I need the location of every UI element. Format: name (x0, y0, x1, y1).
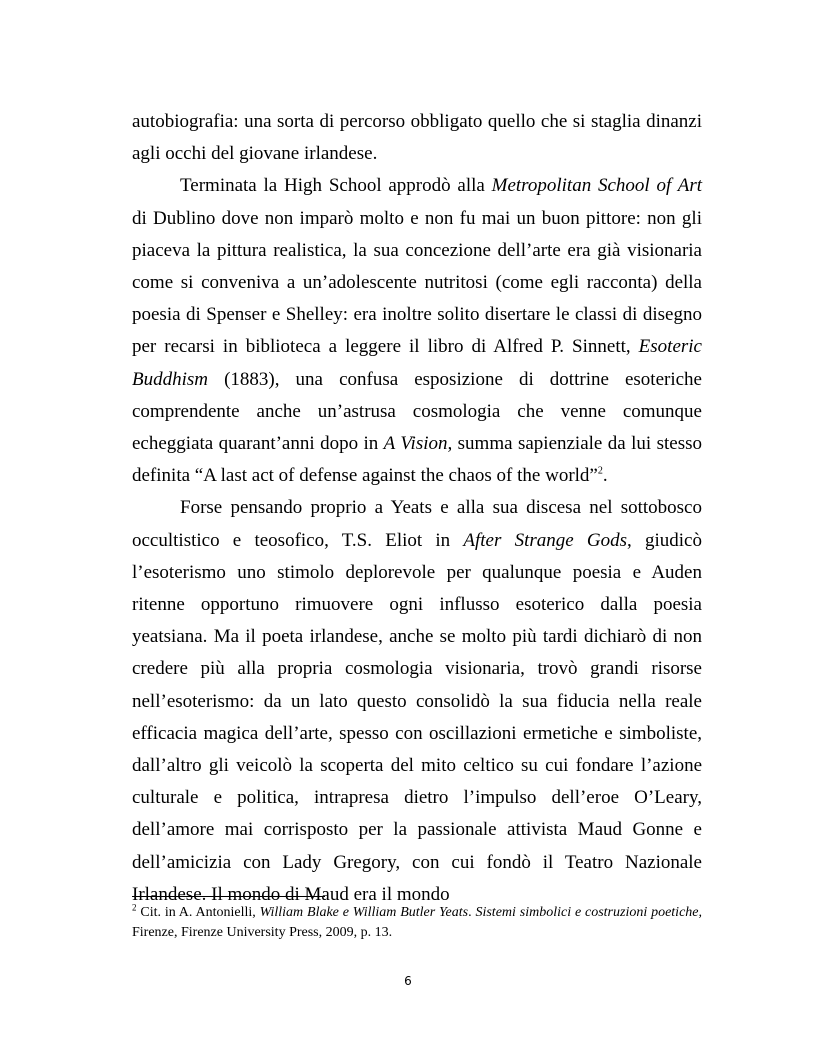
page-number: 6 (404, 974, 412, 988)
footnote (132, 903, 702, 943)
italic-title: William Blake e William Butler Yeats (259, 905, 469, 920)
italic-title: Metropolitan School of Art (491, 175, 702, 197)
text-span: di Dublino dove non imparò molto e non fu mai un buon pittore: non gli piaceva la pittura realistica, la sua concezione dell’arte era già visionaria come si conveniva a un’adolescente nutritosi (come egli racconta) della poesia di Spenser e Shelley: era inoltre solito disertare le classi di disegno per recarsi in biblioteca a leggere il libro di Alfred P. Sinnett, (132, 207, 702, 358)
text-span: . (468, 905, 476, 920)
text-span: Firenze, Firenze University Press, 2009, p. 13. (132, 925, 393, 940)
italic-title: A Vision, (383, 433, 453, 455)
text-span: summa sapienziale da lui stesso definita “A last act of defense against the chaos of the world” (132, 433, 702, 487)
paragraph-3 (132, 492, 702, 911)
paragraph-2 (132, 170, 702, 492)
italic-title: After Strange Gods (463, 529, 628, 551)
footnote-reference[interactable]: 2 (597, 465, 603, 477)
text-span: Terminata la High School approdò alla (180, 175, 492, 197)
text-span: Forse pensando proprio a Yeats e alla sua discesa nel sottobosco occultistico e teosofico, T.S. Eliot in (132, 497, 702, 551)
paragraph-1-text: autobiografia: una sorta di percorso obbligato quello che si staglia dinanzi agli occhi del giovane irlandese. (132, 111, 702, 165)
text-span: (1883), una confusa esposizione di dottrine esoteriche comprendente anche un’astrusa cosmologia che venne comunque echeggiata quarant’anni dopo in (132, 368, 702, 455)
footnote-divider (132, 896, 325, 897)
body-text (132, 106, 702, 911)
italic-title: Esoteric Buddhism (132, 336, 702, 390)
text-span: . (602, 465, 608, 487)
text-span: , giudicò l’esoterismo uno stimolo deplorevole per qualunque poesia e Auden ritenne opportuno rimuovere ogni influsso esoterico dalla poesia yeatsiana. Ma il poeta irlandese, anche se molto più tardi dichiarò di non credere più alla propria cosmologia visionaria, trovò grandi risorse nell’esoterismo: da un lato questo consolidò la sua fiducia nella reale efficacia magica dell’arte, spesso con oscillazioni ermetiche e simboliste, dall’altro gli veicolò la scoperta del mito celtico su cui fondare l’azione culturale e politica, intrapresa dietro l’impulso dell’eroe O’Leary, dell’amore mai corrisposto per la passionale attivista Maud Gonne e dell’amicizia con Lady Gregory, con cui fondò il Teatro Nazionale Irlandese. Il mondo di Maud era il mondo (132, 529, 702, 905)
italic-title: Sistemi simbolici e costruzioni poetiche, (475, 905, 703, 920)
footnote-number: 2 (132, 902, 137, 913)
text-span: Cit. in A. Antonielli, (136, 905, 260, 920)
paragraph-1 (132, 106, 702, 170)
